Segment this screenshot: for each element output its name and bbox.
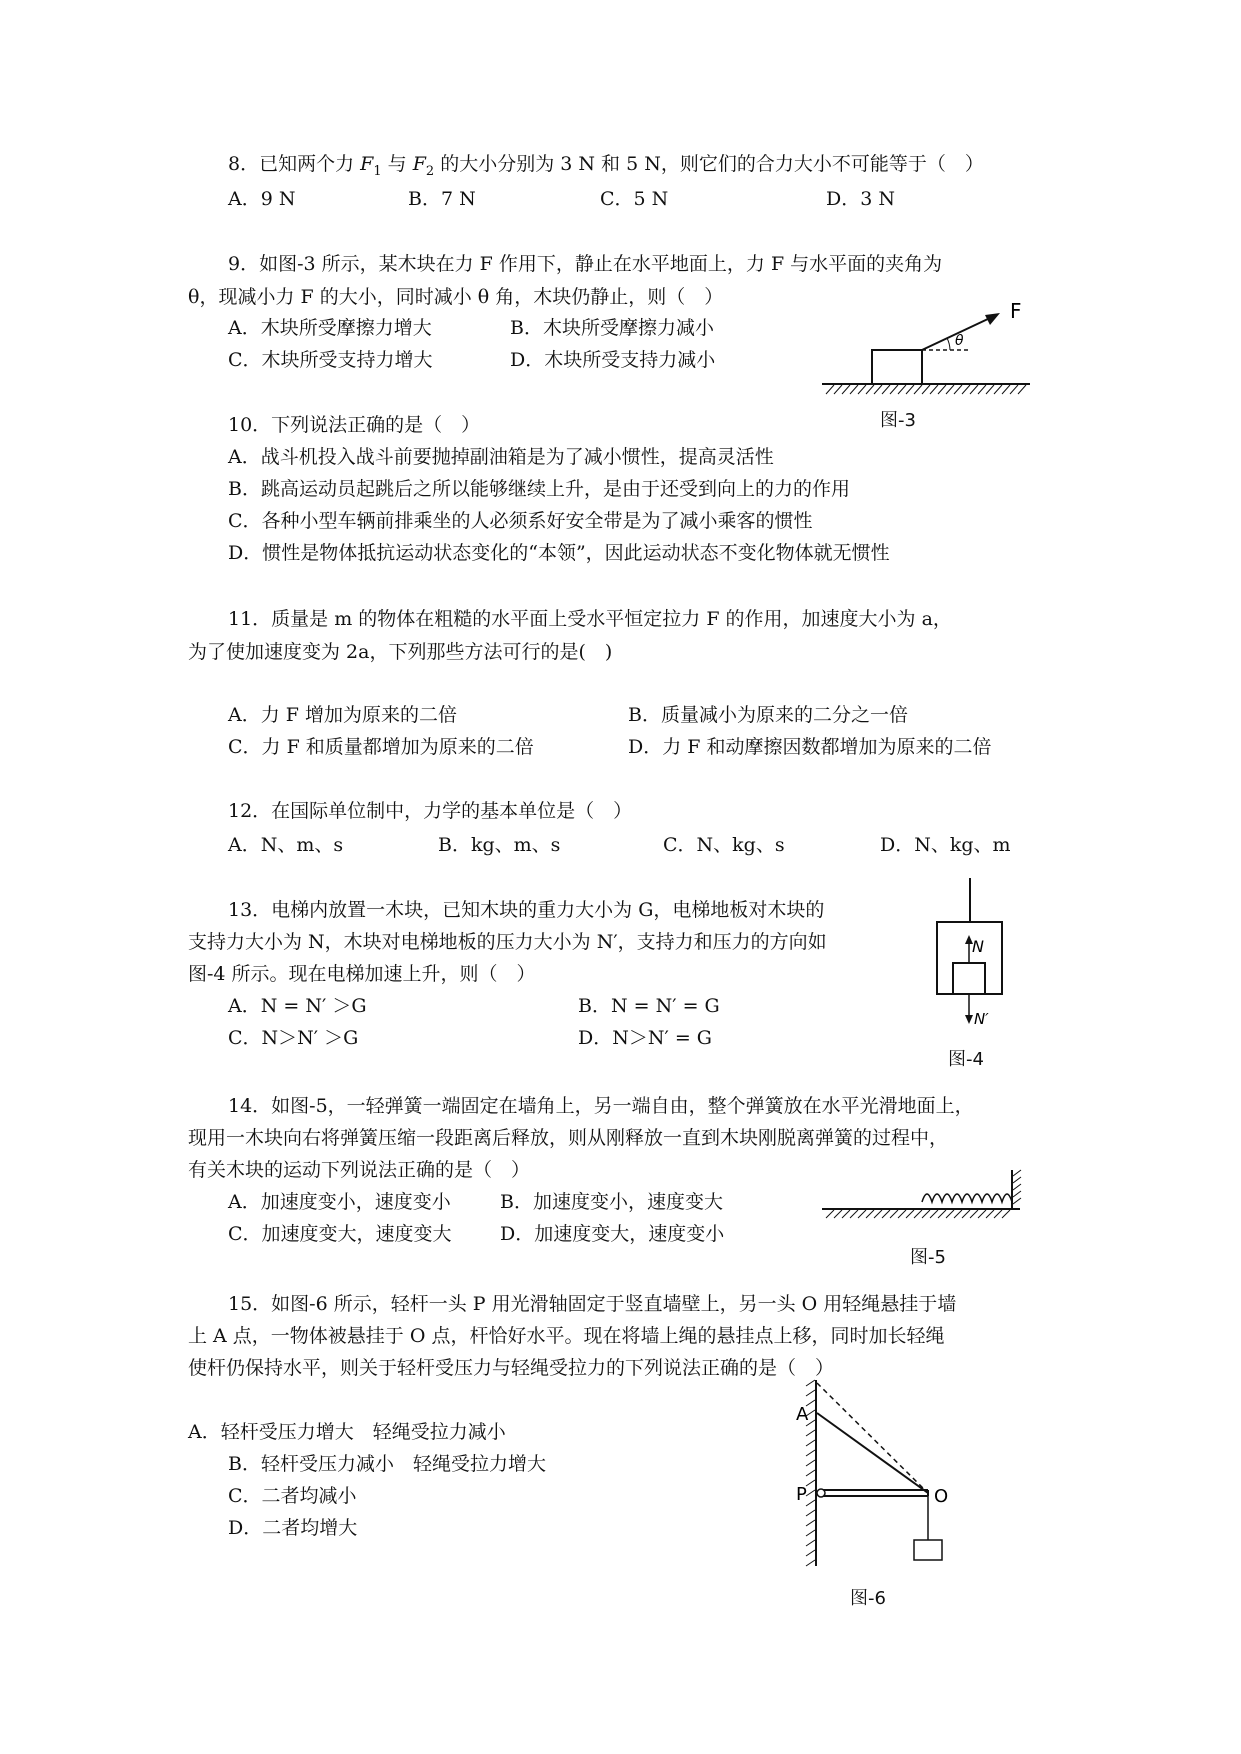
q15-option-a: A．轻杆受压力增大 轻绳受拉力减小 <box>188 1421 506 1443</box>
figure-6-p-label: P <box>796 1484 807 1505</box>
q9-option-d: D．木块所受支持力减小 <box>510 349 716 371</box>
q8-stem-part-c: 的大小分别为 3 N 和 5 N，则它们的合力大小不可能等于（ ） <box>434 153 984 175</box>
q10-option-a: A．战斗机投入战斗前要抛掉副油箱是为了减小惯性，提高灵活性 <box>228 446 774 468</box>
figure-3-force-label: F <box>1010 299 1022 323</box>
q12-stem: 12．在国际单位制中，力学的基本单位是（ ） <box>228 800 633 822</box>
figure-6-o-label: O <box>934 1486 949 1507</box>
q8-f2-subscript: 2 <box>425 163 435 179</box>
q10-option-b: B．跳高运动员起跳后之所以能够继续上升，是由于还受到向上的力的作用 <box>228 478 850 500</box>
q8-f2-symbol: F <box>412 153 426 175</box>
figure-3-angle-label: θ <box>955 333 964 349</box>
q14-stem-line2: 现用一木块向右将弹簧压缩一段距离后释放，则从刚释放一直到木块刚脱离弹簧的过程中， <box>188 1127 949 1149</box>
q9-option-a: A．木块所受摩擦力增大 <box>228 317 432 339</box>
q8-stem-part-b: 与 <box>381 153 413 175</box>
q8-f1-symbol: F <box>360 153 374 175</box>
q10-option-d: D．惯性是物体抵抗运动状态变化的“本领”，因此运动状态不变化物体就无惯性 <box>228 542 890 564</box>
q13-option-a: A．N = N′ ＞G <box>228 995 367 1017</box>
figure-4-n-prime-label: N′ <box>974 1010 989 1028</box>
q14-option-b: B．加速度变小，速度变大 <box>500 1191 723 1213</box>
q13-option-c: C．N＞N′ ＞G <box>228 1027 359 1049</box>
q11-option-a: A．力 F 增加为原来的二倍 <box>228 704 457 726</box>
figure-6-caption: 图-6 <box>850 1588 886 1609</box>
q9-option-b: B．木块所受摩擦力减小 <box>510 317 714 339</box>
figure-3-diagram <box>820 298 1050 400</box>
figure-5-caption: 图-5 <box>910 1247 946 1268</box>
q15-stem-line2: 上 A 点，一物体被悬挂于 O 点，杆恰好水平。现在将墙上绳的悬挂点上移，同时加长轻绳 <box>188 1325 945 1347</box>
q8-stem-part-a: 8．已知两个力 <box>228 153 361 175</box>
q11-option-d: D．力 F 和动摩擦因数都增加为原来的二倍 <box>628 736 992 758</box>
q14-option-c: C．加速度变大，速度变大 <box>228 1223 452 1245</box>
q14-option-d: D．加速度变大，速度变小 <box>500 1223 725 1245</box>
q12-option-d: D．N、kg、m <box>880 834 1011 856</box>
q13-stem-line3: 图-4 所示。现在电梯加速上升，则（ ） <box>188 963 536 985</box>
q12-option-a: A．N、m、s <box>228 834 344 856</box>
q9-stem-line2: θ，现减小力 F 的大小，同时减小 θ 角，木块仍静止，则（ ） <box>188 286 724 308</box>
q9-option-c: C．木块所受支持力增大 <box>228 349 433 371</box>
q15-stem-line1: 15．如图-6 所示，轻杆一头 P 用光滑轴固定于竖直墙壁上，另一头 O 用轻绳悬挂于墙 <box>228 1293 957 1315</box>
q8-f1-subscript: 1 <box>373 163 382 179</box>
q14-stem-line3: 有关木块的运动下列说法正确的是（ ） <box>188 1159 531 1181</box>
q8-stem <box>228 152 984 184</box>
q15-stem-line3: 使杆仍保持水平，则关于轻杆受压力与轻绳受拉力的下列说法正确的是（ ） <box>188 1357 835 1379</box>
figure-6-a-label: A <box>796 1404 809 1425</box>
q11-stem-line2: 为了使加速度变为 2a，下列那些方法可行的是( ) <box>188 641 613 663</box>
figure-4-n-label: N <box>972 937 984 956</box>
q8-option-d: D．3 N <box>826 188 895 210</box>
q11-option-b: B．质量减小为原来的二分之一倍 <box>628 704 908 726</box>
q13-option-d: D．N＞N′ = G <box>578 1027 712 1049</box>
q13-stem-line2: 支持力大小为 N，木块对电梯地板的压力大小为 N′，支持力和压力的方向如 <box>188 931 827 953</box>
q11-option-c: C．力 F 和质量都增加为原来的二倍 <box>228 736 534 758</box>
q14-option-a: A．加速度变小，速度变小 <box>228 1191 451 1213</box>
q9-stem-line1: 9．如图-3 所示，某木块在力 F 作用下，静止在水平地面上，力 F 与水平面的夹角为 <box>228 253 943 275</box>
q12-option-c: C．N、kg、s <box>663 834 785 856</box>
figure-4-caption: 图-4 <box>948 1049 984 1070</box>
q14-stem-line1: 14．如图-5，一轻弹簧一端固定在墙角上，另一端自由，整个弹簧放在水平光滑地面上， <box>228 1095 974 1117</box>
q15-option-d: D．二者均增大 <box>228 1517 358 1539</box>
q15-option-b: B．轻杆受压力减小 轻绳受拉力增大 <box>228 1453 546 1475</box>
q12-option-b: B．kg、m、s <box>438 834 561 856</box>
q13-option-b: B．N = N′ = G <box>578 995 720 1017</box>
figure-5-diagram <box>820 1168 1030 1238</box>
q8-option-b: B．7 N <box>408 188 476 210</box>
q8-option-c: C．5 N <box>600 188 669 210</box>
figure-3-caption: 图-3 <box>880 410 916 431</box>
q15-option-c: C．二者均减小 <box>228 1485 357 1507</box>
figure-6-diagram <box>790 1378 980 1578</box>
q13-stem-line1: 13．电梯内放置一木块，已知木块的重力大小为 G，电梯地板对木块的 <box>228 899 825 921</box>
q8-option-a: A．9 N <box>228 188 296 210</box>
q10-stem: 10．下列说法正确的是（ ） <box>228 414 481 436</box>
figure-4-diagram <box>930 876 1010 1036</box>
q11-stem-line1: 11．质量是 m 的物体在粗糙的水平面上受水平恒定拉力 F 的作用，加速度大小为 a， <box>228 608 952 630</box>
q10-option-c: C．各种小型车辆前排乘坐的人必须系好安全带是为了减小乘客的惯性 <box>228 510 813 532</box>
